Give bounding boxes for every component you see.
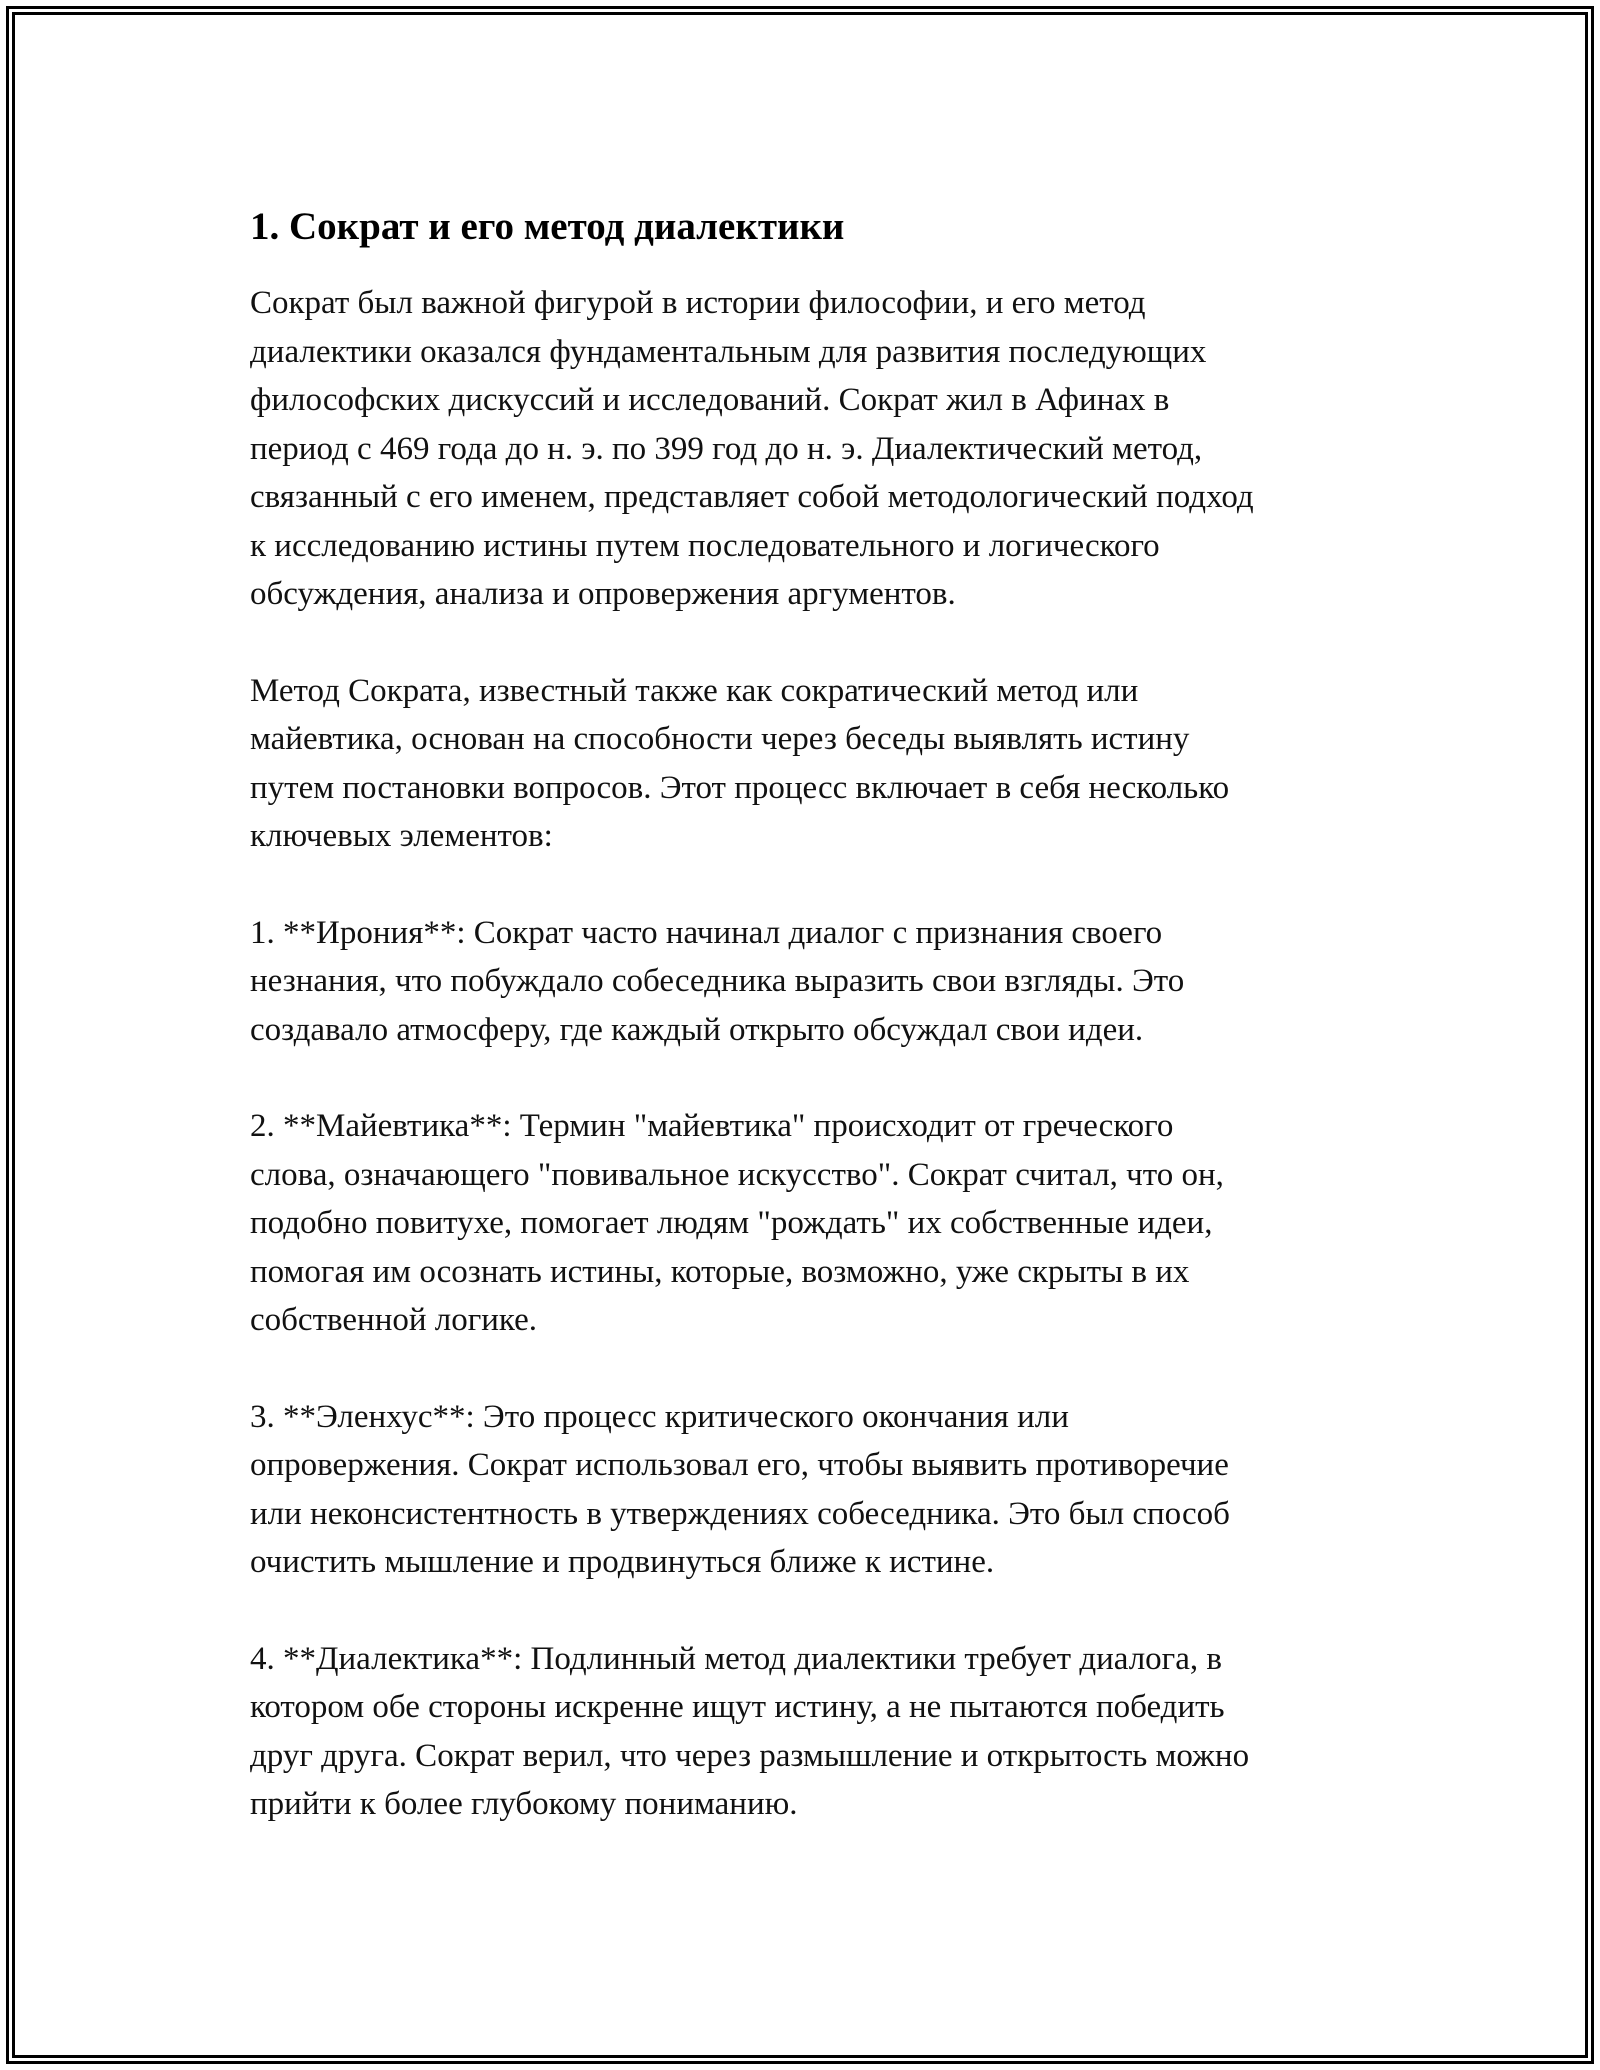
method-paragraph: Метод Сократа, известный также как сократический метод или майевтика, основан на способности через беседы выявлять истину путем постановки вопросов. Этот процесс включает в себя несколько ключевых элементов: — [250, 672, 1230, 854]
list-item-dialectics: 4. **Диалектика**: Подлинный метод диалектики требует диалога, в котором обе стороны искренне ищут истину, а не пытаются победить друг друга. Сократ верил, что через размышление и открытость можно прийти к более глубокому пониманию. — [250, 1640, 1250, 1822]
intro-paragraph: Сократ был важной фигурой в истории философии, и его метод диалектики оказался фундаментальным для развития последующих философских дискуссий и исследований. Сократ жил в Афинах в период с 469 года до н. э. по 399 год до н. э. Диалектический метод, связанный с его именем, представляет собой методологический подход к исследованию истины путем последовательного и логического обсуждения, анализа и опровержения аргументов. — [250, 285, 1254, 612]
list-item-irony: 1. **Ирония**: Сократ часто начинал диалог с признания своего незнания, что побуждало собеседника выразить свои взгляды. Это создавало атмосферу, где каждый открыто обсуждал свои идеи. — [250, 914, 1185, 1048]
list-item-maieutics: 2. **Майевтика**: Термин "майевтика" происходит от греческого слова, означающего "повивальное искусство". Сократ считал, что он, подобно повитухе, помогает людям "рождать" их собственные идеи, помогая им осознать истины, которые, возможно, уже скрыты в их собственной логике. — [250, 1108, 1224, 1338]
document-title: 1. Сократ и его метод диалектики — [250, 205, 845, 248]
page-frame — [6, 6, 1594, 2064]
document-body — [250, 199, 1430, 1877]
list-item-elenchus: 3. **Эленхус**: Это процесс критического окончания или опровержения. Сократ использовал его, чтобы выявить противоречие или неконсистентность в утверждениях собеседника. Это был способ очистить мышление и продвинуться ближе к истине. — [250, 1398, 1230, 1580]
